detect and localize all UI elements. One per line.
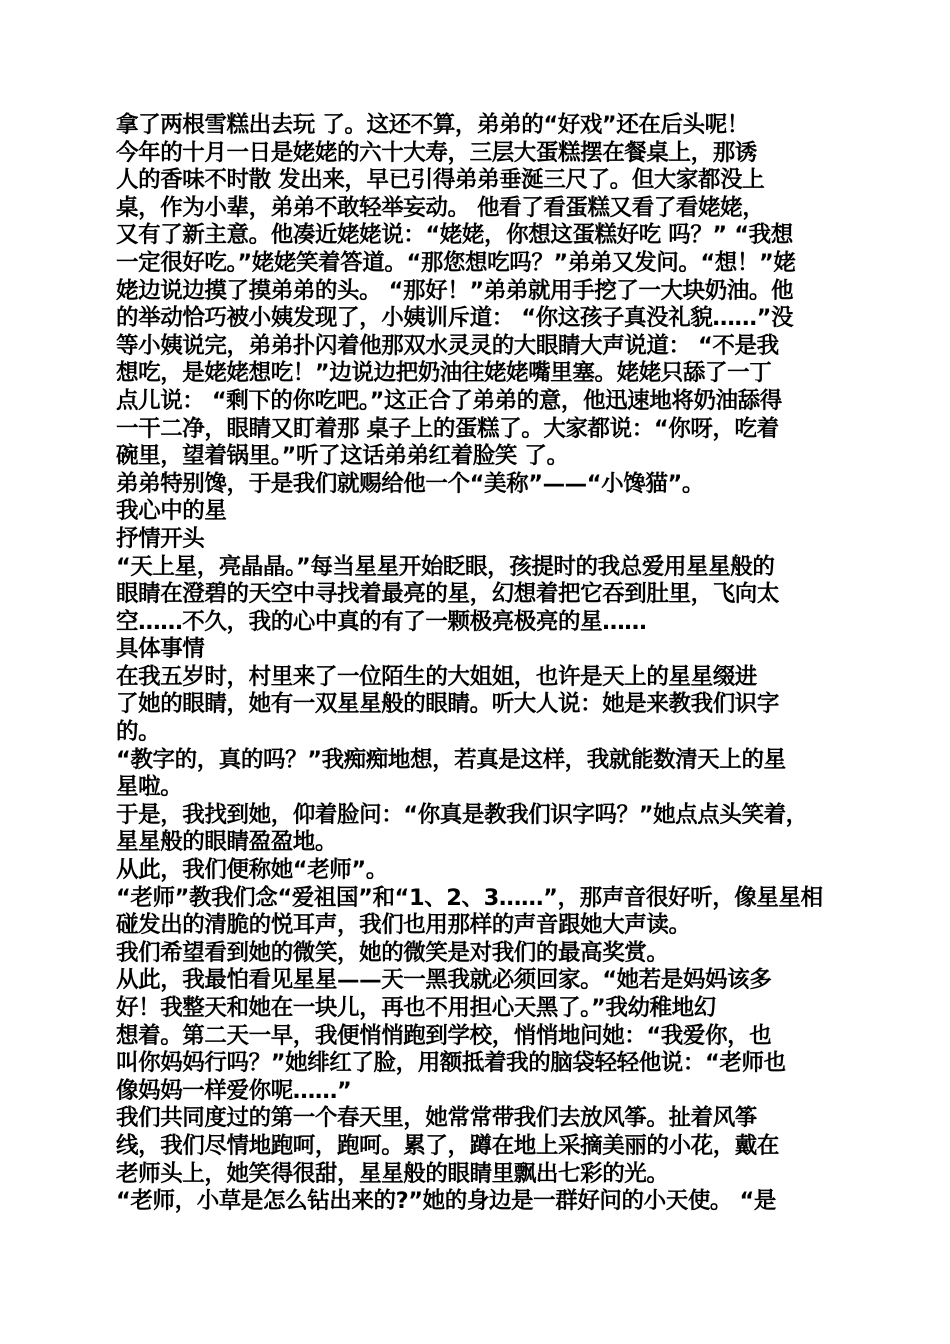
text-line: 的。 [116, 719, 161, 746]
text-line: 的举动恰巧被小姨发现了，小姨训斥道： “你这孩子真没礼貌……”没 [116, 305, 794, 332]
text-line: 星星般的眼睛盈盈地。 [116, 829, 338, 856]
text-line: 在我五岁时，村里来了一位陌生的大姐姐，也许是天上的星星缀进 [116, 663, 757, 690]
text-line: 眼睛在澄碧的天空中寻找着最亮的星，幻想着把它吞到肚里，飞向太 [116, 581, 780, 608]
text-line: “老师，小草是怎么钻出来的?”她的身边是一群好问的小天使。 “是 [116, 1188, 776, 1215]
text-line: 星啦。 [116, 774, 183, 801]
text-line: 一定很好吃。”姥姥笑着答道。“那您想吃吗？”弟弟又发问。“想！”姥 [116, 249, 796, 276]
text-line: 桌，作为小辈，弟弟不敢轻举妄动。 他看了看蛋糕又看了看姥姥， [116, 194, 765, 221]
text-line: 人的香味不时散 发出来，早已引得弟弟垂涎三尺了。但大家都没上 [116, 167, 765, 194]
section-title: 我心中的星 [116, 498, 227, 525]
text-line: 老师头上，她笑得很甜，星星般的眼睛里飘出七彩的光。 [116, 1160, 669, 1187]
section-heading: 抒情开头 [116, 525, 205, 552]
text-line: 碗里，望着锅里。”听了这话弟弟红着脸笑 了。 [116, 443, 569, 470]
text-line: 叫你妈妈行吗？”她绯红了脸，用额抵着我的脑袋轻轻他说：“老师也 [116, 1050, 786, 1077]
text-line: 又有了新主意。他凑近姥姥说：“姥姥，你想这蛋糕好吃 吗？” “我想 [116, 222, 793, 249]
essay-text-block [116, 112, 844, 1216]
text-line: 好！我整天和她在一块儿，再也不用担心天黑了。”我幼稚地幻 [116, 995, 716, 1021]
text-line: 于是，我找到她，仰着脸问：“你真是教我们识字吗？”她点点头笑着， [116, 801, 808, 828]
text-line: 空……不久，我的心中真的有了一颗极亮极亮的星…… [116, 608, 647, 635]
text-line: 弟弟特别馋，于是我们就赐给他一个“美称”——“小馋猫”。 [116, 470, 704, 497]
text-line: 拿了两根雪糕出去玩 了。这还不算，弟弟的“好戏”还在后头呢！ [116, 112, 749, 138]
text-line: 碰发出的清脆的悦耳声，我们也用那样的声音跟她大声读。 [116, 912, 691, 939]
text-line: 一干二净，眼睛又盯着那 桌子上的蛋糕了。大家都说：“你呀，吃着 [116, 415, 779, 442]
text-line: “天上星，亮晶晶。”每当星星开始眨眼，孩提时的我总爱用星星般的 [116, 553, 775, 580]
text-line: 想吃，是姥姥想吃！”边说边把奶油往姥姥嘴里塞。姥姥只舔了一丁 [116, 360, 772, 387]
text-line: 我们希望看到她的微笑，她的微笑是对我们的最高奖赏。 [116, 939, 669, 966]
text-line: 线，我们尽情地跑呵，跑呵。累了，蹲在地上采摘美丽的小花，戴在 [116, 1132, 780, 1159]
section-heading: 具体事情 [116, 636, 205, 663]
text-line: 从此，我最怕看见星星——天一黑我就必须回家。“她若是妈妈该多 [116, 967, 772, 994]
text-line: 我们共同度过的第一个春天里，她常常带我们去放风筝。扯着风筝 [116, 1105, 757, 1132]
text-line: “教字的，真的吗？”我痴痴地想，若真是这样，我就能数清天上的星 [116, 746, 786, 773]
text-line: 从此，我们便称她“老师”。 [116, 857, 388, 884]
text-line: 点儿说： “剩下的你吃吧。”这正合了弟弟的意，他迅速地将奶油舔得 [116, 387, 782, 414]
text-line: 了她的眼睛，她有一双星星般的眼睛。听大人说：她是来教我们识字 [116, 691, 780, 718]
text-line: 想着。第二天一早，我便悄悄跑到学校，悄悄地问她：“我爱你，也 [116, 1022, 772, 1049]
text-line: “老师”教我们念“爱祖国”和“1、2、3……”，那声音很好听，像星星相 [116, 884, 823, 911]
text-line: 姥边说边摸了摸弟弟的头。 “那好！”弟弟就用手挖了一大块奶油。他 [116, 277, 794, 304]
text-line: 等小姨说完，弟弟扑闪着他那双水灵灵的大眼睛大声说道： “不是我 [116, 332, 779, 359]
text-line: 今年的十月一日是姥姥的六十大寿，三层大蛋糕摆在餐桌上，那诱 [116, 139, 757, 166]
text-line: 像妈妈一样爱你呢……” [116, 1077, 352, 1104]
